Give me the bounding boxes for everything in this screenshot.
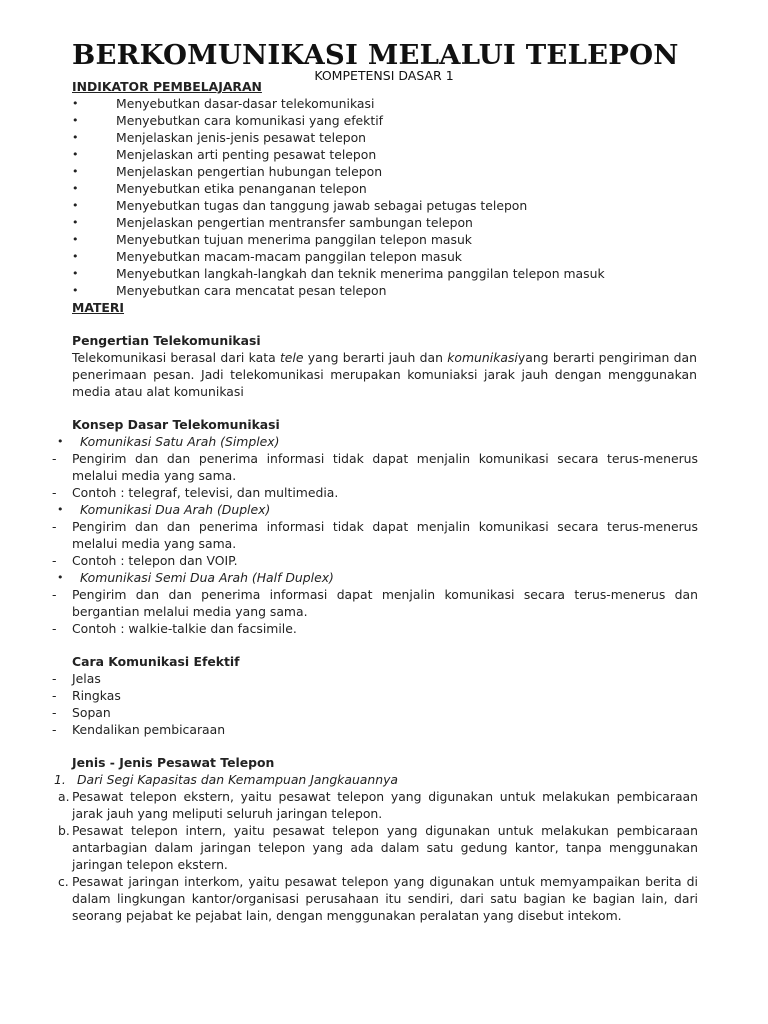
- konsep-example: - Contoh : walkie-talkie dan facsimile.: [52, 621, 297, 636]
- konsep-item: • Komunikasi Dua Arah (Duplex): [57, 502, 271, 517]
- jenis-heading: Jenis - Jenis Pesawat Telepon: [72, 755, 275, 770]
- bullet-icon: •: [72, 97, 79, 110]
- konsep-desc: - Pengirim dan dan penerima informasi tidak dapat menjalin komunikasi secara terus-menerus melalui media yang sama.: [52, 519, 698, 551]
- cara-item: - Jelas: [52, 671, 101, 686]
- materi-heading-row: [0, 299, 768, 316]
- list-item: • Menyebutkan dasar-dasar telekomunikasi: [72, 96, 375, 111]
- jenis-item: a. Pesawat telepon ekstern, yaitu pesawat telepon yang digunakan untuk melakukan pembicaraan jarak jauh yang meliputi seluruh jaringan telepon.: [58, 789, 698, 821]
- dash-icon: -: [52, 688, 57, 703]
- section-heading-row: [0, 653, 768, 670]
- bullet-icon: •: [72, 233, 79, 246]
- list-item: • Menjelaskan arti penting pesawat telepon: [72, 147, 377, 162]
- dash-icon: -: [52, 705, 57, 720]
- section-heading-row: [0, 754, 768, 771]
- konsep-heading: Konsep Dasar Telekomunikasi: [72, 417, 280, 432]
- dash-icon: -: [52, 587, 57, 602]
- list-item: • Menyebutkan langkah-langkah dan teknik menerima panggilan telepon masuk: [72, 266, 605, 281]
- list-item: • Menjelaskan pengertian hubungan telepon: [72, 164, 383, 179]
- document-title: BERKOMUNIKASI MELALUI TELEPON: [72, 39, 679, 71]
- document-body: [0, 78, 768, 924]
- bullet-icon: •: [72, 216, 79, 229]
- section-heading-row: [0, 332, 768, 349]
- section-heading-row: [0, 416, 768, 433]
- bullet-icon: •: [72, 250, 79, 263]
- konsep-example: - Contoh : telepon dan VOIP.: [52, 553, 238, 568]
- jenis-item: b. Pesawat telepon intern, yaitu pesawat telepon yang digunakan untuk melakukan pembicaraan antarbagian dalam jaringan telepon yang ada dalam satu gedung kantor, tanpa menggunakan jaringan telepon ekstern.: [58, 823, 698, 872]
- cara-item: - Ringkas: [52, 688, 121, 703]
- bullet-icon: •: [72, 284, 79, 297]
- dash-icon: -: [52, 451, 57, 466]
- bullet-icon: •: [72, 182, 79, 195]
- konsep-item: • Komunikasi Satu Arah (Simplex): [57, 434, 280, 449]
- list-item: • Menyebutkan cara mencatat pesan telepon: [72, 283, 387, 298]
- bullet-icon: •: [57, 503, 64, 516]
- bullet-icon: •: [72, 148, 79, 161]
- cara-item: - Sopan: [52, 705, 111, 720]
- dash-icon: -: [52, 671, 57, 686]
- list-item: • Menyebutkan etika penanganan telepon: [72, 181, 367, 196]
- indicator-list: [0, 95, 768, 299]
- bullet-icon: •: [72, 165, 79, 178]
- cara-heading: Cara Komunikasi Efektif: [72, 654, 240, 669]
- bullet-icon: •: [72, 114, 79, 127]
- list-item: • Menyebutkan tujuan menerima panggilan telepon masuk: [72, 232, 472, 247]
- dash-icon: -: [52, 621, 57, 636]
- bullet-icon: •: [57, 435, 64, 448]
- konsep-desc: - Pengirim dan dan penerima informasi tidak dapat menjalin komunikasi secara terus-menerus melalui media yang sama.: [52, 451, 698, 483]
- indicator-heading: INDIKATOR PEMBELAJARAN: [72, 79, 262, 94]
- dash-icon: -: [52, 722, 57, 737]
- konsep-example: - Contoh : telegraf, televisi, dan multimedia.: [52, 485, 339, 500]
- list-item: • Menjelaskan pengertian mentransfer sambungan telepon: [72, 215, 473, 230]
- jenis-item: c. Pesawat jaringan interkom, yaitu pesawat telepon yang digunakan untuk memyampaikan berita di dalam lingkungan kantor/organisasi perusahaan itu sendiri, dari satu bagian ke bagian lain, dari seorang pejabat ke pejabat lain, dengan menggunakan peralatan yang disebut intekom.: [58, 874, 698, 923]
- pengertian-heading: Pengertian Telekomunikasi: [72, 333, 261, 348]
- materi-heading: MATERI: [72, 300, 125, 315]
- jenis-subheading: 1. Dari Segi Kapasitas dan Kemampuan Jangkauannya: [54, 772, 399, 787]
- dash-icon: -: [52, 519, 57, 534]
- konsep-item: • Komunikasi Semi Dua Arah (Half Duplex): [57, 570, 334, 585]
- cara-item: - Kendalikan pembicaraan: [52, 722, 226, 737]
- document-subtitle: KOMPETENSI DASAR 1: [314, 68, 454, 83]
- bullet-icon: •: [72, 267, 79, 280]
- indicator-heading-row: [0, 78, 768, 95]
- list-item: • Menyebutkan cara komunikasi yang efektif: [72, 113, 384, 128]
- bullet-icon: •: [72, 199, 79, 212]
- list-item: • Menyebutkan macam-macam panggilan telepon masuk: [72, 249, 462, 264]
- dash-icon: -: [52, 485, 57, 500]
- bullet-icon: •: [57, 571, 64, 584]
- bullet-icon: •: [72, 131, 79, 144]
- pengertian-paragraph: Telekomunikasi berasal dari kata tele yang berarti jauh dan komunikasiyang berarti pengiriman dan penerimaan pesan. Jadi telekomunikasi merupakan komuniaksi jarak jauh dengan menggunakan media atau alat komunikasi: [72, 350, 697, 399]
- list-item: • Menjelaskan jenis-jenis pesawat telepon: [72, 130, 367, 145]
- list-item: • Menyebutkan tugas dan tanggung jawab sebagai petugas telepon: [72, 198, 528, 213]
- dash-icon: -: [52, 553, 57, 568]
- konsep-desc: - Pengirim dan dan penerima informasi dapat menjalin komunikasi secara terus-menerus dan bergantian melalui media yang sama.: [52, 587, 698, 619]
